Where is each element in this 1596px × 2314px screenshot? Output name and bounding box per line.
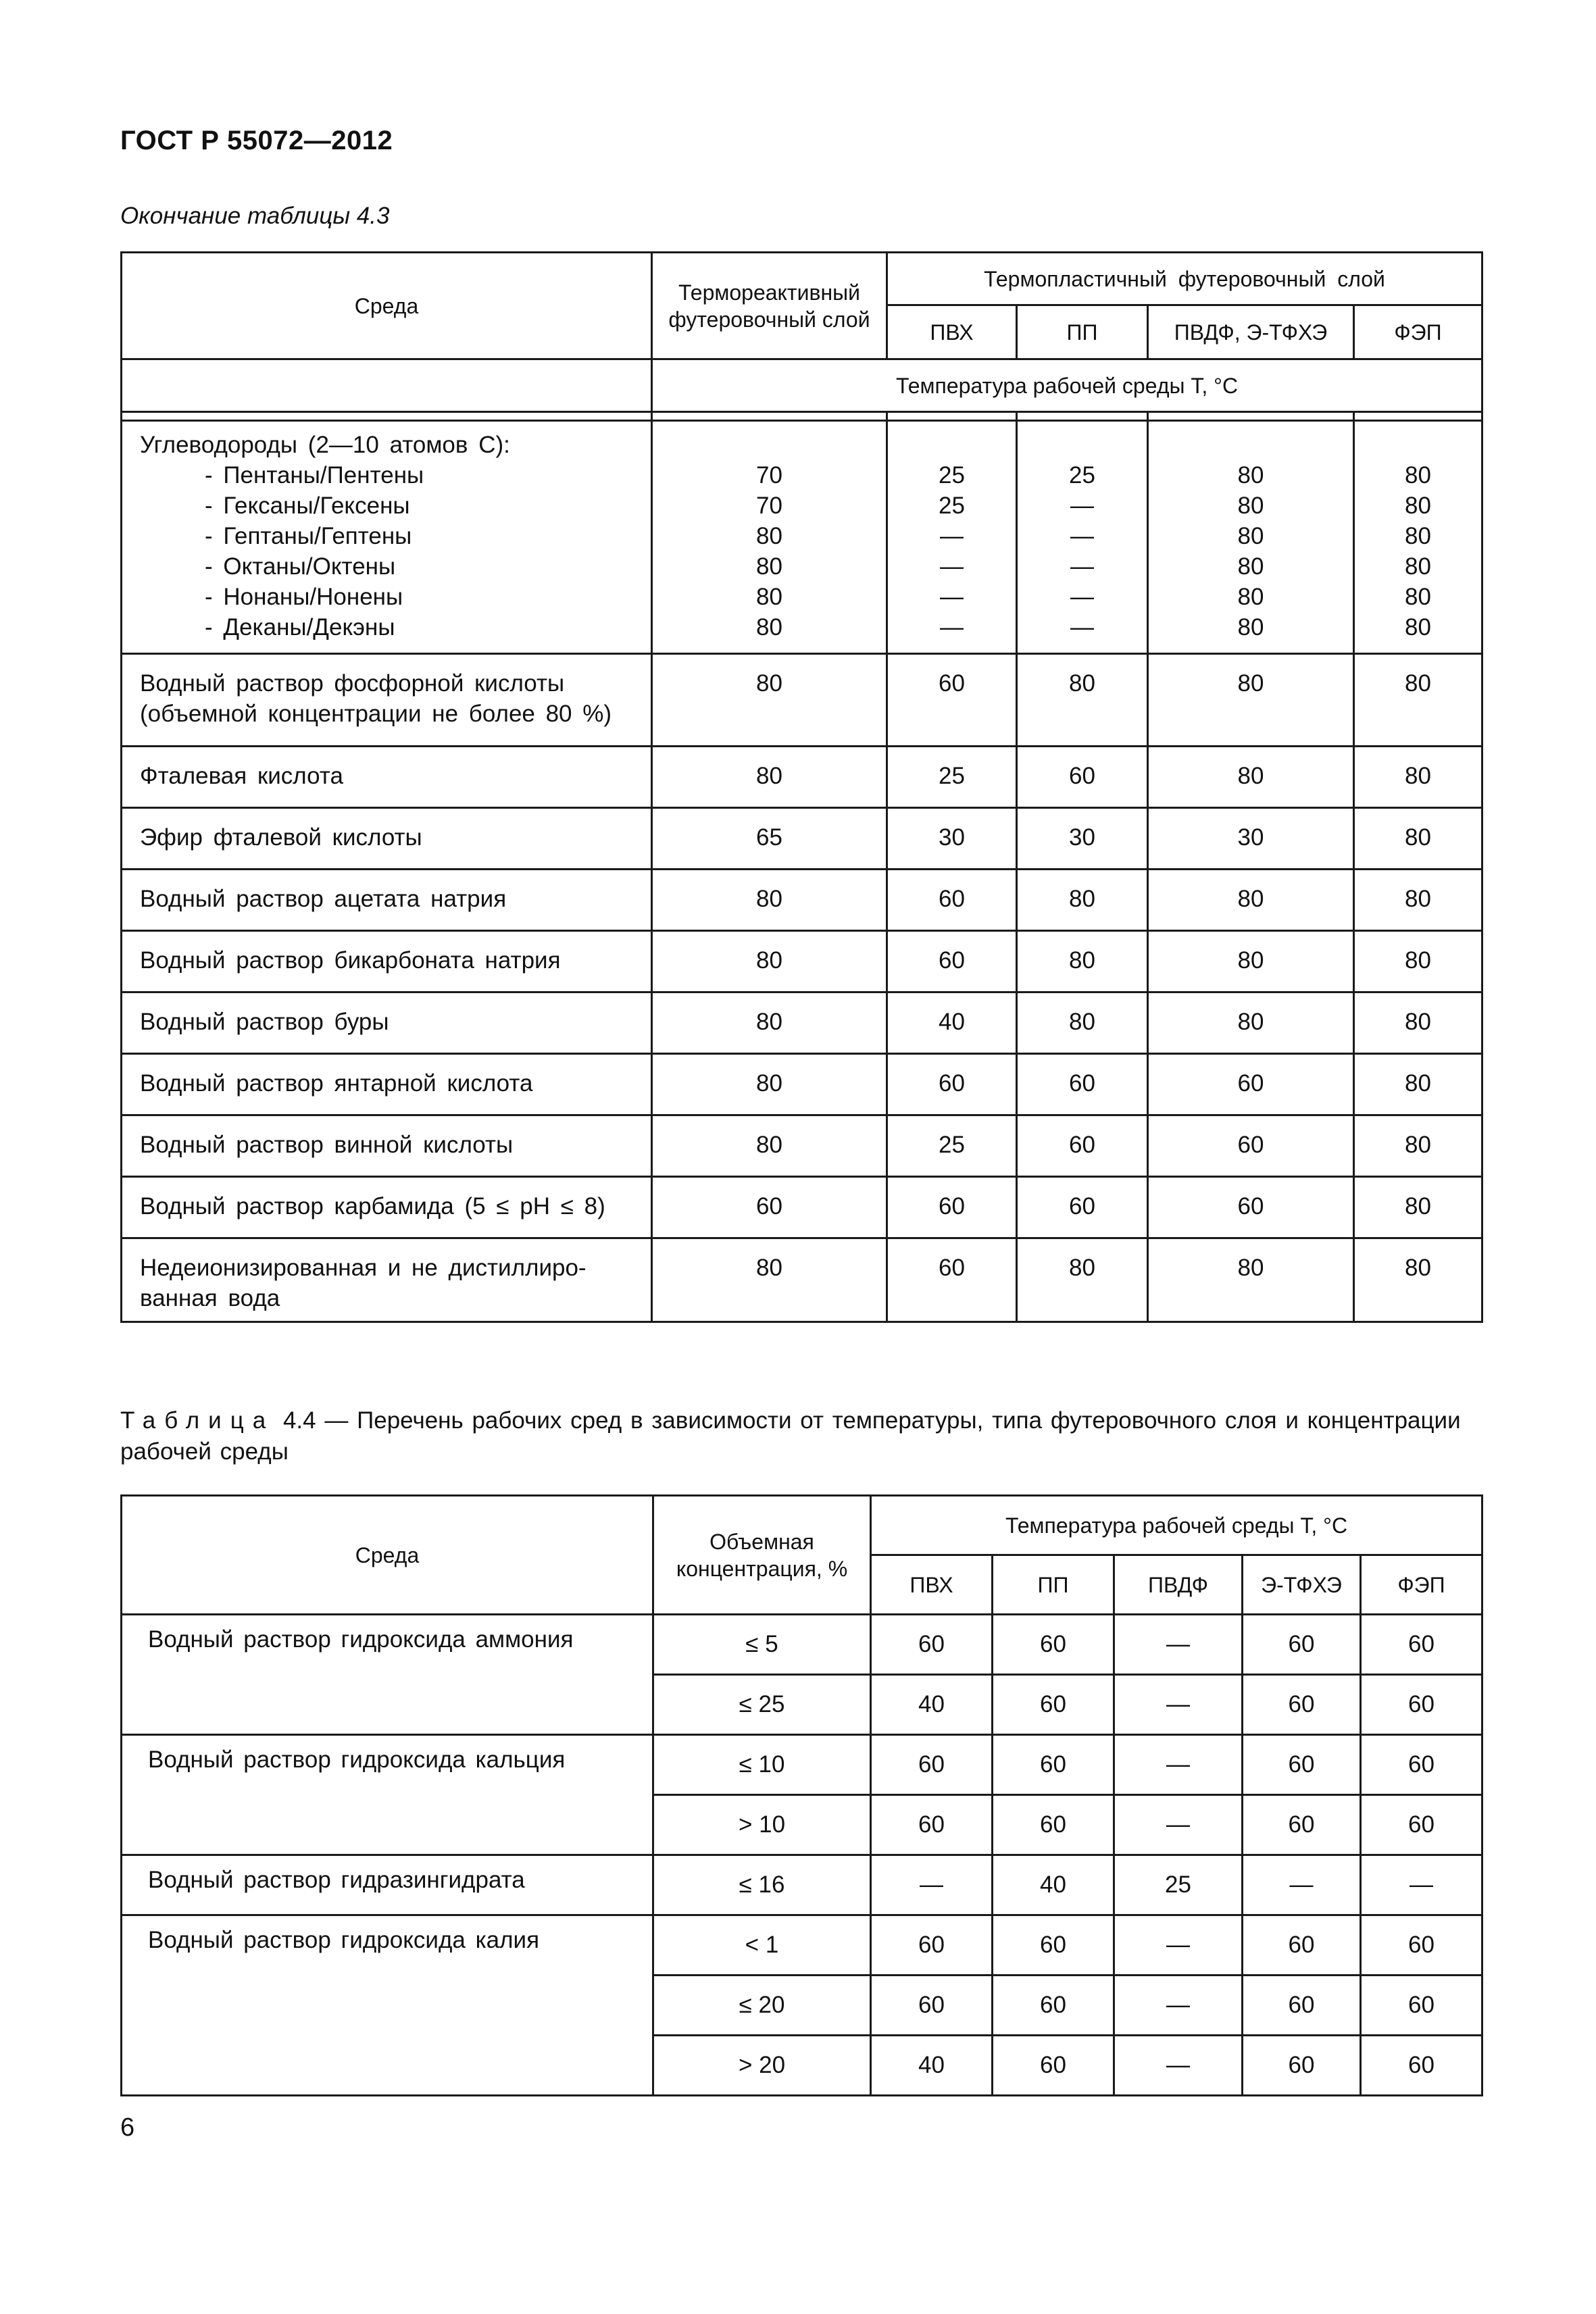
cell-value: 60 [1243, 2036, 1361, 2096]
medium-name: Водный раствор бикарбоната натрия [122, 931, 652, 992]
table-4-4 [120, 1494, 1483, 2096]
cell-value: 80 [1237, 493, 1264, 519]
cell-value: 60 [1361, 1675, 1482, 1735]
header-etfe: Э-ТФХЭ [1243, 1555, 1361, 1615]
cell-value: 80 [1354, 1115, 1482, 1177]
medium-name: Водный раствор гидроксида калия [122, 1915, 653, 2096]
page-number: 6 [120, 2113, 135, 2142]
cell-value: 80 [756, 523, 782, 549]
concentration-value: > 10 [653, 1795, 871, 1855]
cell-value: 60 [993, 1976, 1114, 2036]
cell-value: 25 [939, 493, 965, 519]
cell-value: 80 [1148, 931, 1354, 992]
cell-value: 80 [1017, 931, 1148, 992]
cell-value: 80 [1405, 493, 1431, 519]
cell-value: 80 [1354, 931, 1482, 992]
cell-value: 80 [1405, 462, 1431, 488]
cell-value: 80 [1237, 584, 1264, 610]
hydrocarbon-name: - Деканы/Декэны [205, 614, 395, 640]
cell-value: — [1243, 1855, 1361, 1915]
cell-value: 70 [756, 462, 782, 488]
cell-value: 60 [1361, 1795, 1482, 1855]
cell-value: 65 [652, 808, 887, 870]
caption-word: Таблица [120, 1407, 275, 1434]
cell-value: — [940, 584, 964, 610]
hydrocarbon-name: - Октаны/Октены [205, 553, 396, 580]
cell-value: 80 [1237, 462, 1264, 488]
cell-value: 80 [1354, 870, 1482, 931]
medium-name: Эфир фталевой кислоты [122, 808, 652, 870]
header-fep: ФЭП [1354, 305, 1482, 359]
cell-value: 80 [1017, 992, 1148, 1054]
cell-value: 80 [652, 1054, 887, 1115]
header-temperature: Температура рабочей среды T, °C [652, 359, 1482, 412]
header-pvc: ПВХ [887, 305, 1017, 359]
cell-value: 80 [1354, 654, 1482, 747]
cell-value: — [1114, 1615, 1243, 1675]
caption-text: 4.4 — Перечень рабочих сред в зависимости от температуры, типа футеровочного слоя и концентрации рабочей среды [120, 1407, 1461, 1465]
table-row [122, 1615, 1482, 1675]
concentration-value: ≤ 25 [653, 1675, 871, 1735]
header-medium: Среда [122, 253, 652, 359]
table-row [122, 808, 1482, 870]
cell-value: 60 [871, 1735, 993, 1795]
cell-value: 80 [1017, 1238, 1148, 1322]
cell-value: 80 [756, 553, 782, 580]
cell-value: 60 [1017, 1115, 1148, 1177]
medium-name: Водный раствор фосфорной кислоты (объемной концентрации не более 80 %) [122, 654, 652, 747]
cell-value: 60 [1361, 1915, 1482, 1976]
cell-value: 60 [887, 1238, 1017, 1322]
header-concentration: Объемная концентрация, % [653, 1496, 871, 1615]
medium-name: Фталевая кислота [122, 747, 652, 808]
document-code: ГОСТ Р 55072—2012 [120, 126, 393, 155]
medium-name: Водный раствор гидроксида кальция [122, 1735, 653, 1855]
cell-value: 25 [887, 1115, 1017, 1177]
cell-value: 80 [1354, 1177, 1482, 1238]
medium-name: Водный раствор гидроксида аммония [122, 1615, 653, 1735]
medium-name: Недеионизированная и не дистиллиро-ванная вода [122, 1238, 652, 1322]
medium-name: Водный раствор янтарной кислота [122, 1054, 652, 1115]
hydrocarbon-name: - Гексаны/Гексены [205, 493, 410, 519]
concentration-value: ≤ 20 [653, 1976, 871, 2036]
table-row [122, 1238, 1482, 1322]
cell-value: — [871, 1855, 993, 1915]
cell-value: 60 [871, 1615, 993, 1675]
concentration-value: < 1 [653, 1915, 871, 1976]
header-thermoplastic: Термопластичный футеровочный слой [887, 253, 1482, 305]
cell-value: 60 [993, 1675, 1114, 1735]
cell-value: 80 [1237, 614, 1264, 640]
cell-value: 60 [993, 2036, 1114, 2096]
concentration-value: > 20 [653, 2036, 871, 2096]
cell-value: 60 [887, 870, 1017, 931]
concentration-value: ≤ 10 [653, 1735, 871, 1795]
cell-value: 60 [1148, 1115, 1354, 1177]
cell-value: 80 [1148, 870, 1354, 931]
table-row [122, 747, 1482, 808]
cell-value: 60 [1361, 1976, 1482, 2036]
cell-value: 60 [1243, 1675, 1361, 1735]
header-medium: Среда [122, 1496, 653, 1615]
cell-value: 80 [1237, 523, 1264, 549]
concentration-value: ≤ 5 [653, 1615, 871, 1675]
cell-value: 25 [1069, 462, 1095, 488]
medium-name: Водный раствор карбамида (5 ≤ pH ≤ 8) [122, 1177, 652, 1238]
table-row [122, 1054, 1482, 1115]
cell-value: 80 [652, 870, 887, 931]
cell-value: 80 [652, 654, 887, 747]
cell-value: — [1070, 553, 1094, 580]
cell-value: 60 [1243, 1735, 1361, 1795]
table-row [122, 992, 1482, 1054]
cell-value: 60 [1361, 2036, 1482, 2096]
header-pp: ПП [1017, 305, 1148, 359]
cell-value: 80 [1148, 992, 1354, 1054]
cell-value: 60 [652, 1177, 887, 1238]
hydrocarbons-title: Углеводороды (2—10 атомов С): [140, 432, 510, 458]
header-thermoset: Термореактивный футеровочный слой [652, 253, 887, 359]
cell-value: 60 [1243, 1615, 1361, 1675]
cell-value: — [1070, 614, 1094, 640]
cell-value: — [940, 523, 964, 549]
cell-value: 80 [1354, 992, 1482, 1054]
cell-value: 25 [1114, 1855, 1243, 1915]
cell-value: 30 [1017, 808, 1148, 870]
table-row [122, 931, 1482, 992]
cell-value: 60 [887, 1054, 1017, 1115]
table-row [122, 1915, 1482, 1976]
cell-value: 60 [1148, 1054, 1354, 1115]
cell-value: 40 [887, 992, 1017, 1054]
cell-value: 60 [993, 1735, 1114, 1795]
cell-value: 80 [1354, 808, 1482, 870]
cell-value: — [1070, 523, 1094, 549]
cell-value: 25 [939, 462, 965, 488]
cell-value: 60 [871, 1915, 993, 1976]
header-pvc: ПВХ [871, 1555, 993, 1615]
table-row [122, 1115, 1482, 1177]
table-row-hydrocarbons [122, 421, 1482, 654]
medium-name: Водный раствор буры [122, 992, 652, 1054]
hydrocarbon-name: - Нонаны/Нонены [205, 584, 403, 610]
cell-value: — [940, 553, 964, 580]
cell-value: — [1114, 1915, 1243, 1976]
cell-value: 60 [887, 1177, 1017, 1238]
cell-value: 80 [652, 1238, 887, 1322]
cell-value: — [1114, 2036, 1243, 2096]
cell-value: 80 [1405, 553, 1431, 580]
cell-value: 80 [756, 614, 782, 640]
hydrocarbon-name: - Гептаны/Гептены [205, 523, 412, 549]
table-4-4-caption [120, 1405, 1481, 1467]
cell-value: 60 [1017, 747, 1148, 808]
cell-value: — [1114, 1976, 1243, 2036]
cell-value: 80 [1405, 523, 1431, 549]
cell-value: 80 [1354, 747, 1482, 808]
cell-value: 80 [1405, 614, 1431, 640]
header-pvdf: ПВДФ [1114, 1555, 1243, 1615]
table-4-3 [120, 251, 1483, 1323]
medium-name: Водный раствор гидразингидрата [122, 1855, 653, 1915]
cell-value: 80 [1148, 654, 1354, 747]
header-pp: ПП [993, 1555, 1114, 1615]
cell-value: — [940, 614, 964, 640]
cell-value: 40 [871, 1675, 993, 1735]
cell-value: 80 [652, 931, 887, 992]
table-row [122, 1855, 1482, 1915]
cell-value: 80 [1405, 584, 1431, 610]
header-fep: ФЭП [1361, 1555, 1482, 1615]
cell-value: — [1114, 1795, 1243, 1855]
cell-value: 60 [1243, 1915, 1361, 1976]
cell-value: 80 [1017, 870, 1148, 931]
table-row [122, 1177, 1482, 1238]
cell-value: 60 [1243, 1795, 1361, 1855]
header-pvdf-etfe: ПВДФ, Э-ТФХЭ [1148, 305, 1354, 359]
cell-value: — [1114, 1675, 1243, 1735]
cell-value: 80 [1354, 1238, 1482, 1322]
cell-value: 60 [871, 1795, 993, 1855]
table-row [122, 1735, 1482, 1795]
cell-value: 60 [993, 1615, 1114, 1675]
cell-value: 80 [756, 584, 782, 610]
cell-value: 60 [1017, 1054, 1148, 1115]
cell-value: 80 [1237, 553, 1264, 580]
cell-value: 30 [1148, 808, 1354, 870]
cell-value: 60 [1361, 1735, 1482, 1795]
cell-value: 30 [887, 808, 1017, 870]
table-continuation-label: Окончание таблицы 4.3 [120, 203, 390, 229]
table-row [122, 870, 1482, 931]
cell-value: 60 [887, 931, 1017, 992]
medium-name: Водный раствор винной кислоты [122, 1115, 652, 1177]
concentration-value: ≤ 16 [653, 1855, 871, 1915]
cell-value: 80 [1148, 747, 1354, 808]
cell-value: 60 [993, 1795, 1114, 1855]
cell-value: 60 [1017, 1177, 1148, 1238]
cell-value: 80 [1017, 654, 1148, 747]
cell-value: 60 [887, 654, 1017, 747]
cell-value: 80 [652, 992, 887, 1054]
cell-value: 70 [756, 493, 782, 519]
cell-value: 80 [652, 747, 887, 808]
hydrocarbon-name: - Пентаны/Пентены [205, 462, 424, 488]
cell-value: 80 [1354, 1054, 1482, 1115]
cell-value: 80 [1148, 1238, 1354, 1322]
cell-value: 60 [1148, 1177, 1354, 1238]
header-temperature: Температура рабочей среды T, °C [871, 1496, 1482, 1555]
medium-name: Водный раствор ацетата натрия [122, 870, 652, 931]
cell-value: — [1114, 1735, 1243, 1795]
cell-value: 40 [871, 2036, 993, 2096]
cell-value: 80 [652, 1115, 887, 1177]
cell-value: — [1070, 493, 1094, 519]
cell-value: 60 [1243, 1976, 1361, 2036]
cell-value: — [1070, 584, 1094, 610]
cell-value: 60 [1361, 1615, 1482, 1675]
table-row [122, 654, 1482, 747]
cell-value: 25 [887, 747, 1017, 808]
cell-value: 60 [871, 1976, 993, 2036]
cell-value: 40 [993, 1855, 1114, 1915]
cell-value: — [1361, 1855, 1482, 1915]
cell-value: 60 [993, 1915, 1114, 1976]
